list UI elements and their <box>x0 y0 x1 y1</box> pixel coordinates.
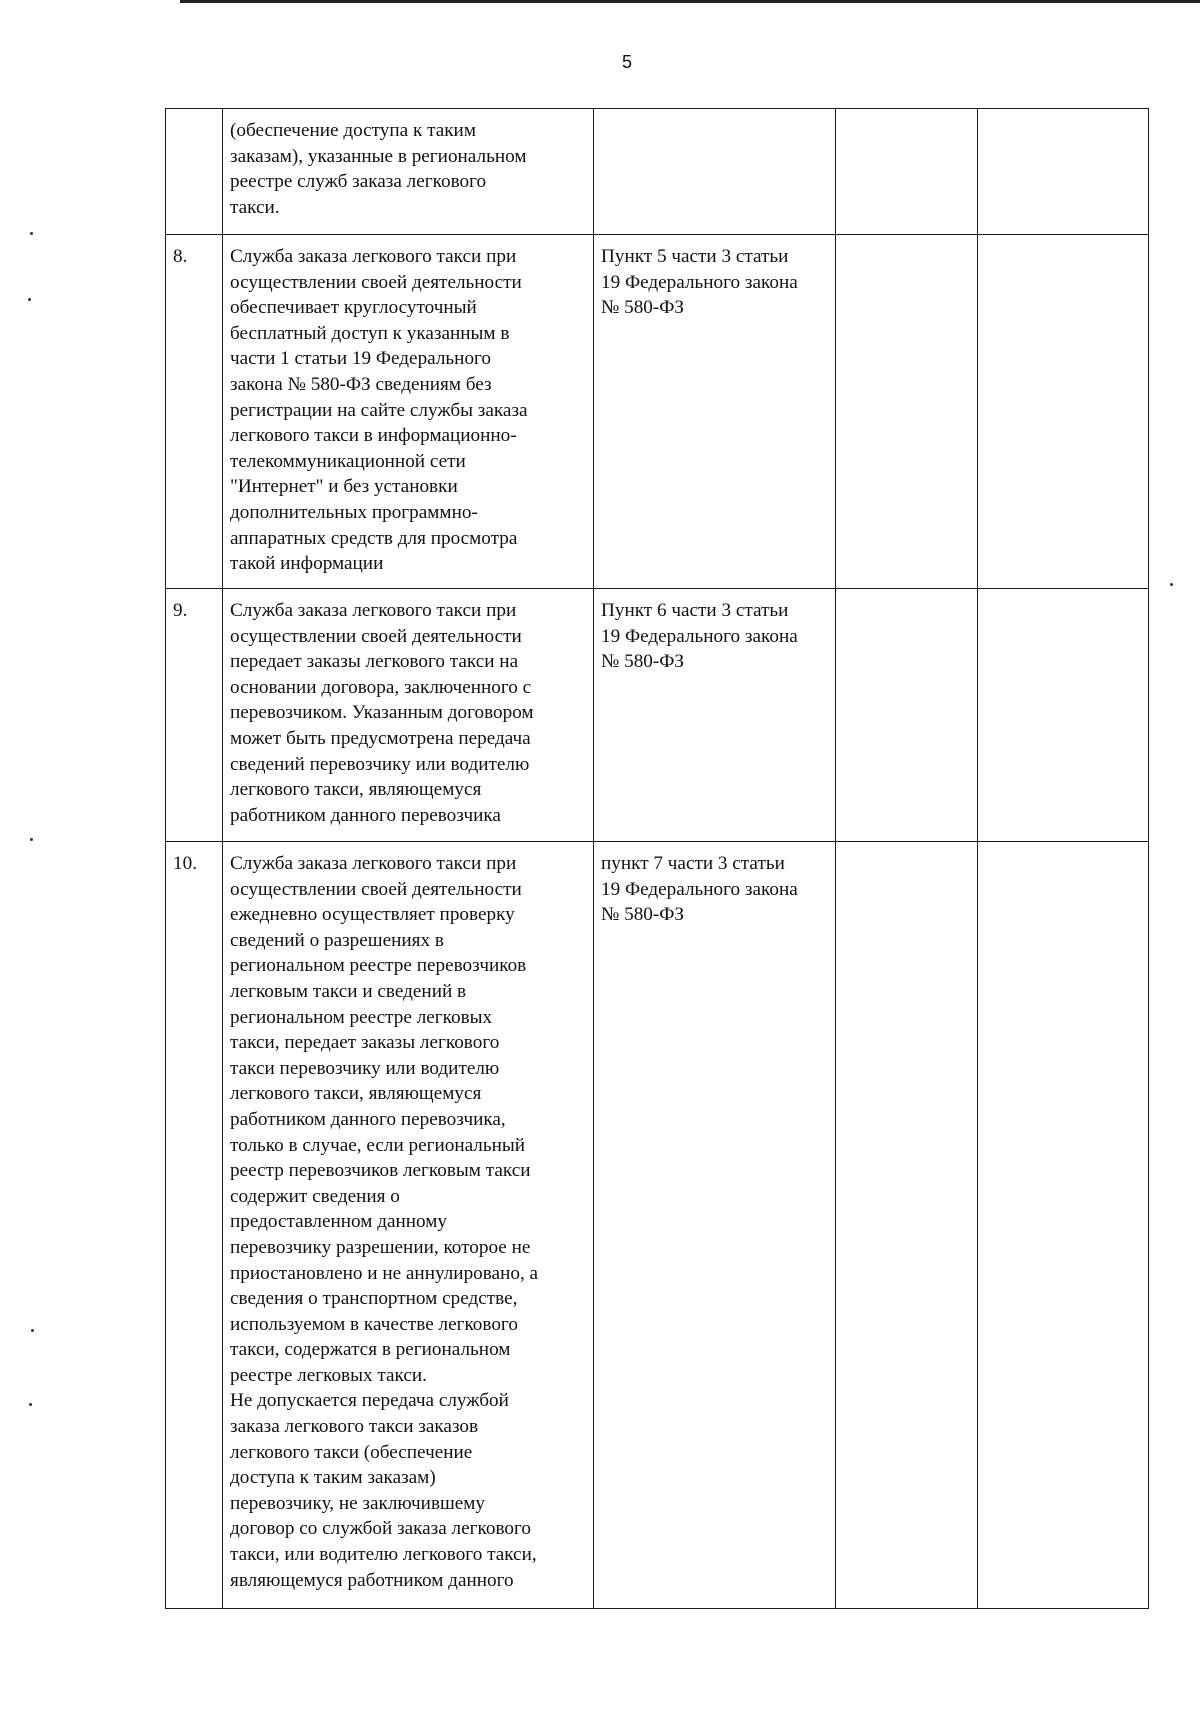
requirement-text-cell: Служба заказа легкового такси при осуществлении своей деятельности передает заказы легкового такси на основании договора, заключенного с перевозчиком. Указанным договором может быть предусмотрена передача сведений перевозчику или водителю легкового такси, являющемуся работником данного перевозчика <box>223 589 594 842</box>
scan-speck <box>30 838 33 841</box>
legal-reference-cell: Пункт 6 части 3 статьи 19 Федерального закона № 580-ФЗ <box>594 589 836 842</box>
row-number-cell: 8. <box>166 235 223 589</box>
scan-speck <box>29 1403 32 1406</box>
empty-cell <box>836 589 978 842</box>
requirement-text-cell: Служба заказа легкового такси при осуществлении своей деятельности обеспечивает круглосуточный бесплатный доступ к указанным в части 1 статьи 19 Федерального закона № 580-ФЗ сведениям без регистрации на сайте службы заказа легкового такси в информационно- телекоммуникационной сети "Интернет" и без установки дополнительных программно- аппаратных средств для просмотра такой информации <box>223 235 594 589</box>
legal-reference-cell <box>594 109 836 235</box>
scan-speck <box>28 298 31 301</box>
scan-speck <box>30 232 33 235</box>
table-row <box>166 109 1149 235</box>
table-row <box>166 235 1149 589</box>
requirement-text-cell: Служба заказа легкового такси при осуществлении своей деятельности ежедневно осуществляет проверку сведений о разрешениях в региональном реестре перевозчиков легковым такси и сведений в региональном реестре легковых такси, передает заказы легкового такси перевозчику или водителю легкового такси, являющемуся работником данного перевозчика, только в случае, если региональный реестр перевозчиков легковым такси содержит сведения о предоставленном данному перевозчику разрешении, которое не приостановлено и не аннулировано, а сведения о транспортном средстве, используемом в качестве легкового такси, содержатся в региональном реестре легковых такси. Не допускается передача службой заказа легкового такси заказов легкового такси (обеспечение доступа к таким заказам) перевозчику, не заключившему договор со службой заказа легкового такси, или водителю легкового такси, являющемуся работником данного <box>223 842 594 1609</box>
row-number-cell <box>166 109 223 235</box>
empty-cell <box>836 842 978 1609</box>
empty-cell <box>978 235 1149 589</box>
requirements-table <box>165 108 1149 1609</box>
row-number-cell: 10. <box>166 842 223 1609</box>
scan-speck <box>1170 583 1173 586</box>
requirement-text-cell: (обеспечение доступа к таким заказам), указанные в региональном реестре служб заказа легкового такси. <box>223 109 594 235</box>
top-border-line <box>180 0 1200 3</box>
empty-cell <box>978 589 1149 842</box>
table-row <box>166 842 1149 1609</box>
row-number-cell: 9. <box>166 589 223 842</box>
table-row <box>166 589 1149 842</box>
legal-reference-cell: Пункт 5 части 3 статьи 19 Федерального закона № 580-ФЗ <box>594 235 836 589</box>
scan-speck <box>31 1329 34 1332</box>
empty-cell <box>836 235 978 589</box>
empty-cell <box>836 109 978 235</box>
legal-reference-cell: пункт 7 части 3 статьи 19 Федерального закона № 580-ФЗ <box>594 842 836 1609</box>
empty-cell <box>978 842 1149 1609</box>
empty-cell <box>978 109 1149 235</box>
page-number: 5 <box>622 52 633 72</box>
